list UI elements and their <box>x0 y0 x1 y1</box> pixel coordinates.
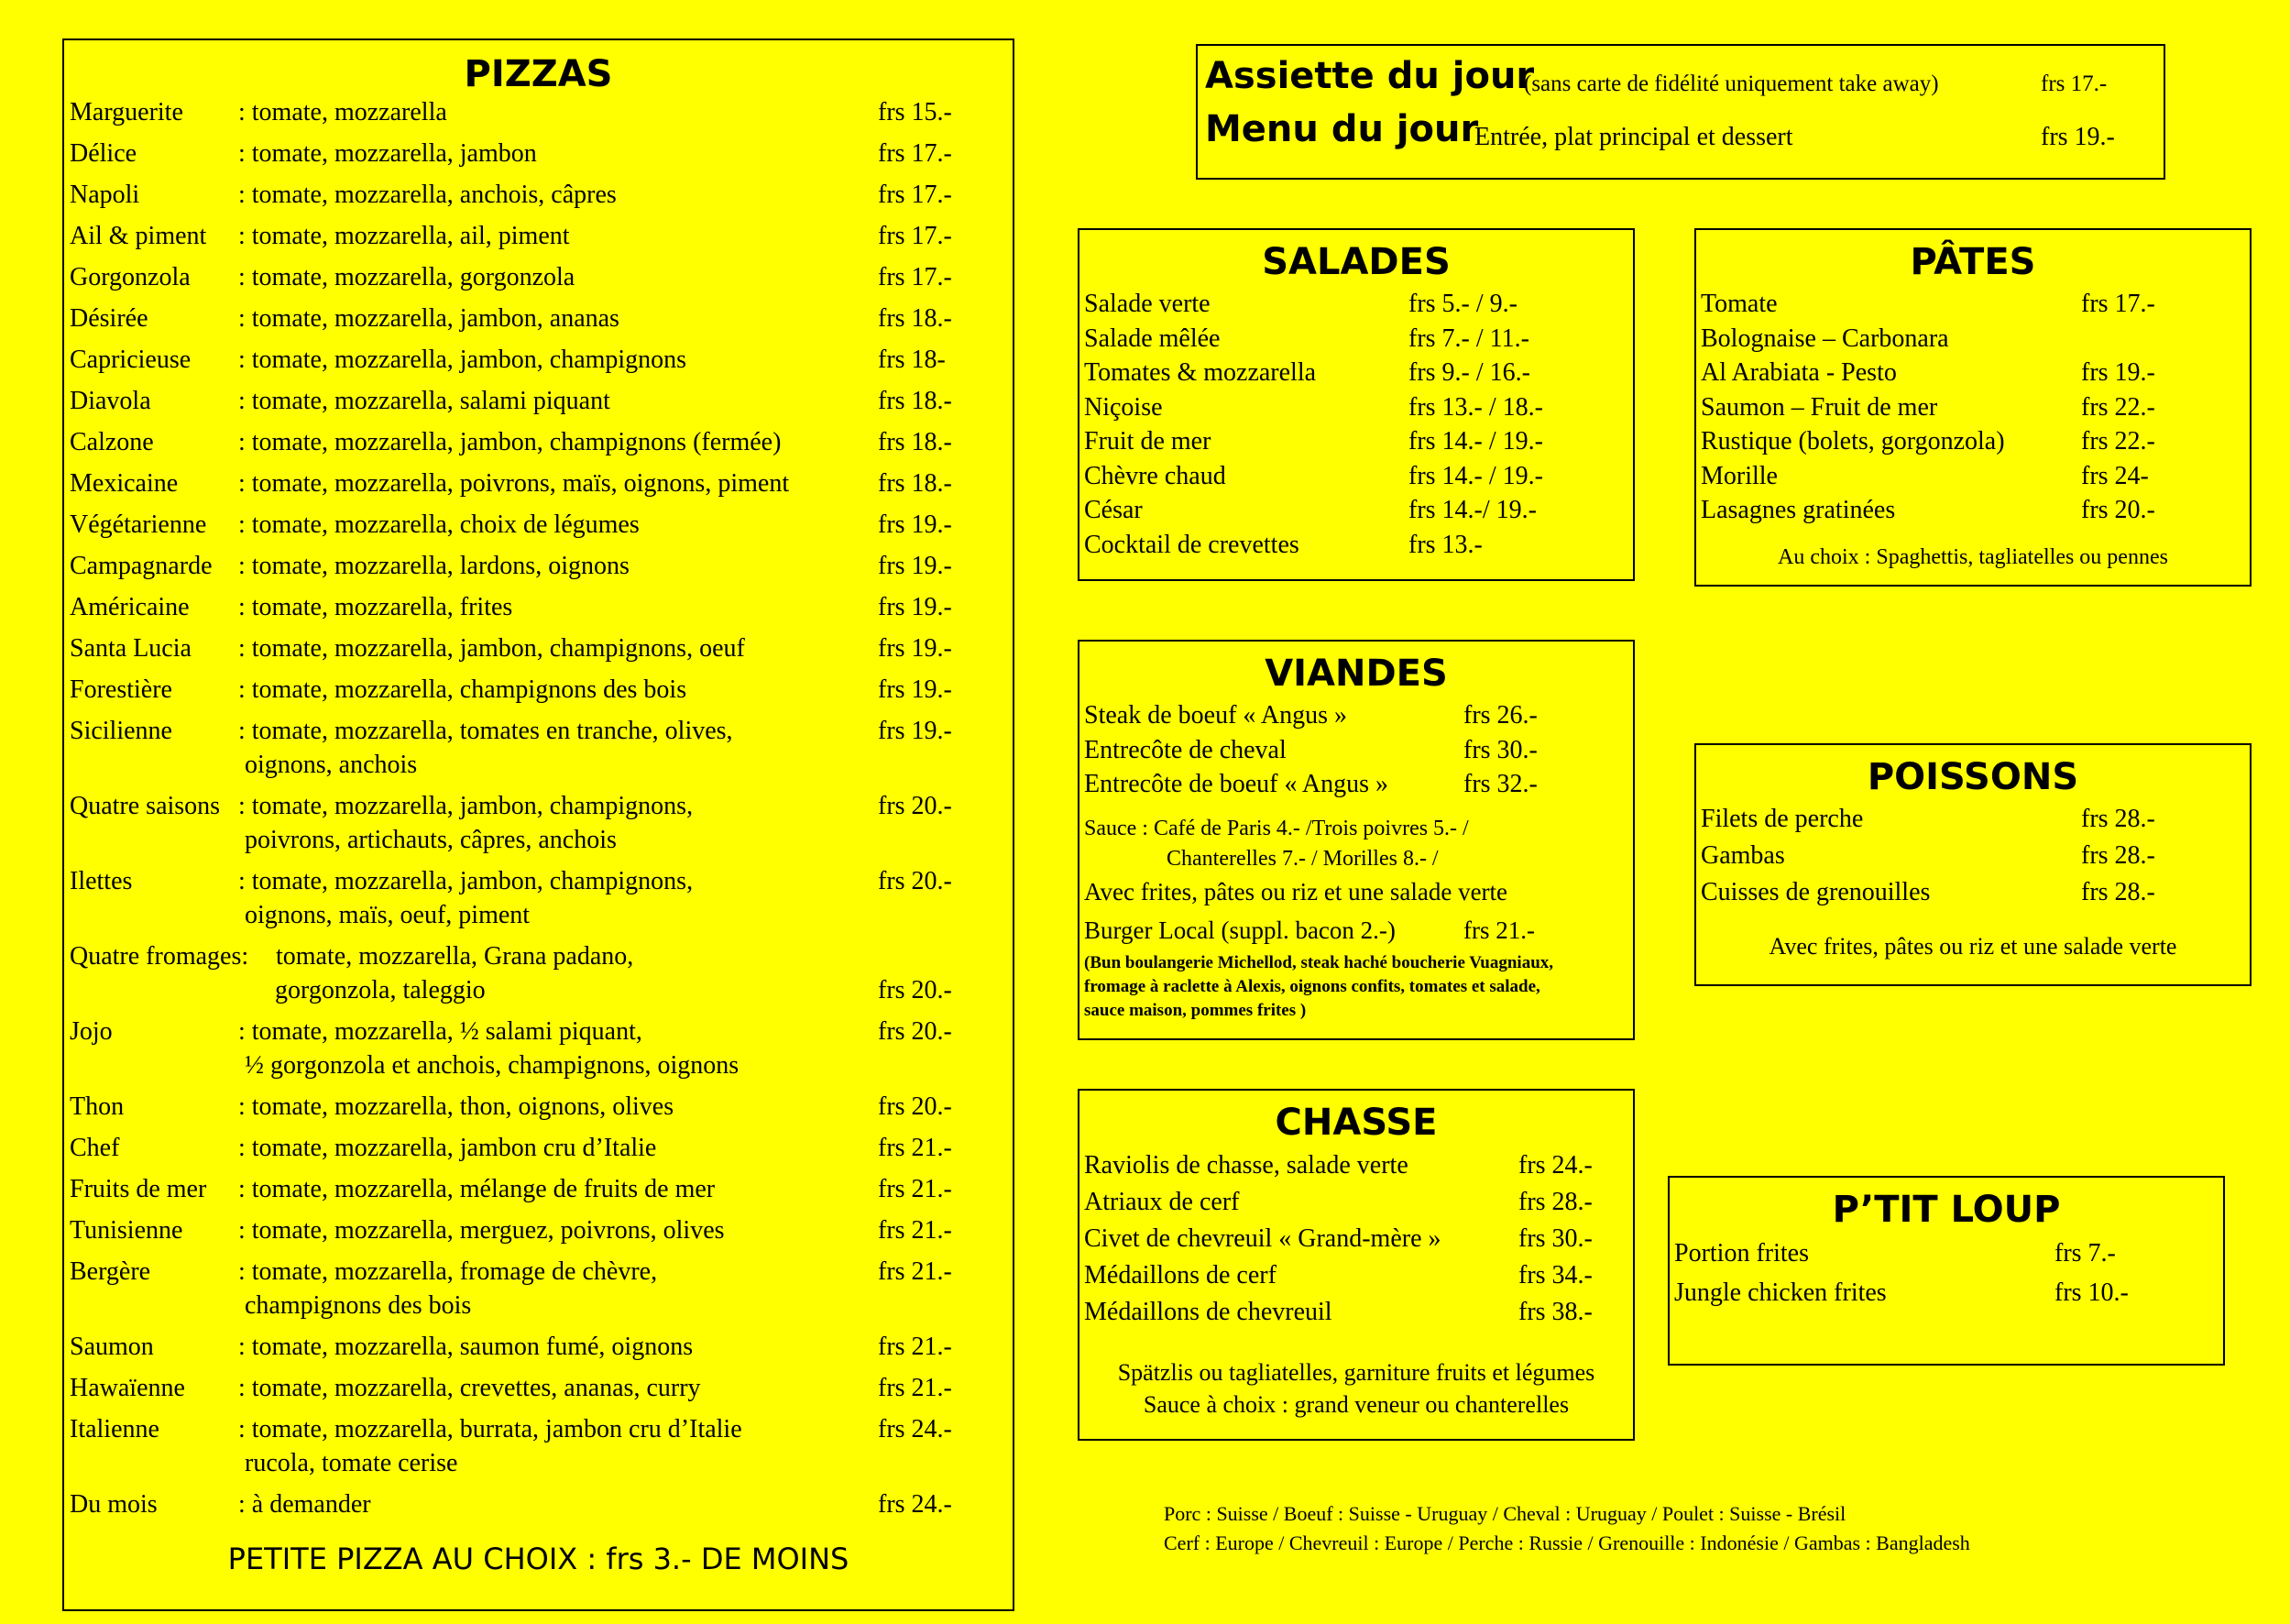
pizza-ingredients: : tomate, mozzarella, choix de légumes <box>238 510 640 539</box>
pizza-ingredients-cont: champignons des bois <box>245 1291 472 1320</box>
pizza-name: Quatre fromages: <box>70 942 249 971</box>
pizza-ingredients-cont: oignons, maïs, oeuf, piment <box>245 901 531 929</box>
pates-item-price: frs 20.- <box>2081 496 2155 524</box>
pizza-name: Fruits de mer <box>70 1175 207 1203</box>
ptit-loup-item-name: Jungle chicken frites <box>1674 1278 1887 1307</box>
pizza-name: Calzone <box>70 428 154 456</box>
assiette-du-jour-note: (sans carte de fidélité uniquement take away) <box>1524 71 1939 96</box>
pizza-name: Mexicaine <box>70 469 179 498</box>
salade-item-price: frs 13.- <box>1408 530 1483 559</box>
poissons-title: POISSONS <box>1867 756 2079 798</box>
pizza-name: Thon <box>70 1092 125 1121</box>
pizza-name: Américaine <box>70 593 190 621</box>
pizza-ingredients: : tomate, mozzarella, gorgonzola <box>238 263 575 291</box>
poisson-item-name: Gambas <box>1701 841 1785 870</box>
salade-item-price: frs 5.- / 9.- <box>1408 290 1518 318</box>
salade-item-name: Niçoise <box>1084 392 1163 422</box>
pizza-name: Quatre saisons <box>70 792 221 820</box>
pizza-name: Napoli <box>70 181 140 209</box>
viande-item-name: Steak de boeuf « Angus » <box>1084 701 1347 730</box>
assiette-du-jour-label: Assiette du jour <box>1205 55 1535 97</box>
pizza-name: Diavola <box>70 387 151 415</box>
pizza-price: frs 21.- <box>878 1257 952 1286</box>
pizza-ingredients-cont: gorgonzola, taleggio <box>275 976 486 1004</box>
salade-item-name: Cocktail de crevettes <box>1084 530 1299 559</box>
meat-origins <box>1164 1499 1970 1558</box>
pizza-name: Sicilienne <box>70 717 172 745</box>
ptit-loup-item-price: frs 7.- <box>2054 1239 2116 1267</box>
pizza-price: frs 24.- <box>878 1415 952 1443</box>
pizza-ingredients: : tomate, mozzarella, jambon, champignons <box>238 346 687 374</box>
pizza-ingredients: : tomate, mozzarella, fromage de chèvre, <box>238 1257 658 1286</box>
viande-item-name: Entrecôte de cheval <box>1084 735 1287 764</box>
pizza-price: frs 19.- <box>878 717 952 745</box>
pizza-price: frs 18.- <box>878 428 952 456</box>
ptit-loup-title: P’TIT LOUP <box>1832 1189 2061 1231</box>
chasse-item-price: frs 38.- <box>1518 1298 1593 1326</box>
pizza-price: frs 20.- <box>878 1092 952 1121</box>
pizza-ingredients: : tomate, mozzarella, anchois, câpres <box>238 181 617 209</box>
viande-item-name: Entrecôte de boeuf « Angus » <box>1084 770 1389 798</box>
pates-note: Au choix : Spaghettis, tagliatelles ou pennes <box>1778 545 2168 569</box>
pizza-ingredients: : tomate, mozzarella, jambon, champignons, <box>238 792 694 820</box>
menu-du-jour-price: frs 19.- <box>2041 123 2115 151</box>
burger-desc-line: (Bun boulangerie Michellod, steak haché boucherie Vuagniaux, <box>1084 953 1554 972</box>
chasse-item-price: frs 34.- <box>1518 1261 1593 1289</box>
salade-item-price: frs 14.- / 19.- <box>1408 427 1543 455</box>
menu-du-jour-label: Menu du jour <box>1205 108 1479 150</box>
viandes-title: VIANDES <box>1265 653 1448 695</box>
pates-item-name: Lasagnes gratinées <box>1701 496 1896 524</box>
menu-du-jour-note: Entrée, plat principal et dessert <box>1474 123 1793 151</box>
pates-item-name: Tomate <box>1701 290 1778 318</box>
pates-item-name: Saumon – Fruit de mer <box>1701 392 1938 422</box>
chasse-item-name: Atriaux de cerf <box>1084 1188 1240 1216</box>
pizza-ingredients: : tomate, mozzarella, salami piquant <box>238 387 610 415</box>
pizza-name: Capricieuse <box>70 346 192 374</box>
pizza-name: Campagnarde <box>70 552 213 580</box>
pizza-name: Italienne <box>70 1415 159 1443</box>
pates-item-name: Al Arabiata - Pesto <box>1701 358 1897 387</box>
pizza-name: Ail & piment <box>70 222 207 250</box>
salade-item-name: Salade verte <box>1084 290 1211 318</box>
pizza-price: frs 19.- <box>878 510 952 539</box>
pizza-name: Gorgonzola <box>70 263 191 291</box>
pizza-ingredients-cont: rucola, tomate cerise <box>245 1449 458 1477</box>
pizza-ingredients: : tomate, mozzarella, frites <box>238 593 513 621</box>
pizza-name: Santa Lucia <box>70 634 192 663</box>
pates-item-price: frs 22.- <box>2081 427 2155 455</box>
pizza-price: frs 17.- <box>878 181 952 209</box>
pizza-price: frs 20.- <box>878 867 952 895</box>
chasse-item-name: Médaillons de chevreuil <box>1084 1298 1332 1326</box>
pizza-price: frs 17.- <box>878 139 952 168</box>
pizza-price: frs 21.- <box>878 1175 952 1203</box>
pizza-price: frs 20.- <box>878 976 952 1004</box>
pizza-ingredients: : tomate, mozzarella, lardons, oignons <box>238 552 630 580</box>
pizza-ingredients-cont: oignons, anchois <box>245 751 418 779</box>
sauce-options-1: Sauce : Café de Paris 4.- /Trois poivres 5.- / <box>1084 817 1469 840</box>
pizza-price: frs 20.- <box>878 792 952 820</box>
pizza-name: Saumon <box>70 1333 154 1361</box>
salades-section <box>1078 228 1635 581</box>
pizza-name: Jojo <box>70 1017 113 1046</box>
pizza-price: frs 18.- <box>878 469 952 498</box>
pates-item-price: frs 19.- <box>2081 358 2155 387</box>
chasse-section <box>1078 1089 1635 1441</box>
pizza-price: frs 19.- <box>878 552 952 580</box>
salade-item-name: Fruit de mer <box>1084 427 1211 455</box>
pizza-name: Délice <box>70 139 137 168</box>
chasse-note-1: Spätzlis ou tagliatelles, garniture fruits et légumes <box>1117 1359 1595 1386</box>
pizzas-title: PIZZAS <box>464 53 613 95</box>
viandes-accompagnement: Avec frites, pâtes ou riz et une salade verte <box>1084 878 1508 905</box>
pizza-price: frs 19.- <box>878 675 952 704</box>
pizza-name: Hawaïenne <box>70 1374 185 1402</box>
pates-item-name: Bolognaise – Carbonara <box>1701 324 1949 353</box>
pizza-ingredients: : tomate, mozzarella, champignons des bois <box>238 675 687 704</box>
chasse-item-name: Civet de chevreuil « Grand-mère » <box>1084 1224 1441 1253</box>
pizza-ingredients: : tomate, mozzarella, merguez, poivrons, olives <box>238 1216 725 1245</box>
origins-line: Cerf : Europe / Chevreuil : Europe / Perche : Russie / Grenouille : Indonésie / Gambas : Bangladesh <box>1164 1531 1970 1554</box>
pizza-ingredients: : tomate, mozzarella, saumon fumé, oignons <box>238 1333 694 1361</box>
pizza-price: frs 21.- <box>878 1216 952 1245</box>
poissons-section <box>1694 743 2252 986</box>
burger-desc-line: fromage à raclette à Alexis, oignons confits, tomates et salade, <box>1084 977 1540 996</box>
salade-item-price: frs 9.- / 16.- <box>1408 358 1530 387</box>
pizza-price: frs 18.- <box>878 387 952 415</box>
burger-price: frs 21.- <box>1463 916 1535 944</box>
pizza-ingredients: : tomate, mozzarella, crevettes, ananas, curry <box>238 1374 701 1402</box>
pizza-ingredients: : tomate, mozzarella, jambon, champignons, oeuf <box>238 634 745 663</box>
pizza-ingredients: : tomate, mozzarella, ½ salami piquant, <box>238 1017 642 1046</box>
pizza-price: frs 18.- <box>878 304 952 333</box>
viandes-section <box>1078 640 1635 1040</box>
pizza-name: Tunisienne <box>70 1216 183 1245</box>
sauce-options-2: Chanterelles 7.- / Morilles 8.- / <box>1167 847 1439 871</box>
assiette-du-jour-price: frs 17.- <box>2041 71 2108 96</box>
pizza-price: frs 21.- <box>878 1134 952 1162</box>
poisson-item-name: Cuisses de grenouilles <box>1701 878 1931 906</box>
chasse-item-price: frs 28.- <box>1518 1188 1593 1216</box>
chasse-item-price: frs 24.- <box>1518 1151 1593 1180</box>
burger-description <box>1084 951 1553 1023</box>
pates-item-name: Rustique (bolets, gorgonzola) <box>1701 427 2005 455</box>
viande-item-price: frs 26.- <box>1463 701 1538 730</box>
pates-title: PÂTES <box>1910 241 2036 283</box>
poisson-item-name: Filets de perche <box>1701 805 1864 833</box>
pizza-ingredients-cont: ½ gorgonzola et anchois, champignons, oignons <box>245 1051 740 1080</box>
pizza-name: Marguerite <box>70 98 183 126</box>
pizzas-section <box>62 38 1014 1611</box>
pizza-price: frs 17.- <box>878 263 952 291</box>
pizza-name: Chef <box>70 1134 120 1162</box>
pizza-ingredients: : tomate, mozzarella, burrata, jambon cru d’Italie <box>238 1415 742 1443</box>
salade-item-name: César <box>1084 496 1143 524</box>
pizza-price: frs 19.- <box>878 593 952 621</box>
pizza-ingredients: : à demander <box>238 1490 371 1519</box>
pizza-price: frs 20.- <box>878 1017 952 1046</box>
salade-item-price: frs 14.-/ 19.- <box>1408 496 1537 524</box>
pizza-name: Bergère <box>70 1257 151 1286</box>
pates-section <box>1694 228 2252 587</box>
pizza-name: Ilettes <box>70 867 133 895</box>
poisson-item-price: frs 28.- <box>2081 805 2155 833</box>
chasse-note-2: Sauce à choix : grand veneur ou chanterelles <box>1143 1391 1570 1418</box>
pizza-ingredients: : tomate, mozzarella, tomates en tranche, olives, <box>238 717 733 745</box>
poisson-item-price: frs 28.- <box>2081 878 2155 906</box>
pizza-ingredients: : tomate, mozzarella <box>238 98 447 126</box>
pizza-price: frs 19.- <box>878 634 952 663</box>
pizza-name: Végétarienne <box>70 510 207 539</box>
plat-du-jour-section <box>1196 44 2165 180</box>
petite-pizza-note: PETITE PIZZA AU CHOIX : frs 3.- DE MOINS <box>227 1542 849 1576</box>
ptit-loup-item-price: frs 10.- <box>2054 1278 2129 1307</box>
pizza-name: Désirée <box>70 304 148 333</box>
chasse-title: CHASSE <box>1275 1102 1438 1144</box>
origins-line: Porc : Suisse / Boeuf : Suisse - Uruguay / Cheval : Uruguay / Poulet : Suisse - Brésil <box>1164 1502 1846 1525</box>
pates-item-price: frs 24- <box>2081 461 2149 490</box>
viande-item-price: frs 30.- <box>1463 735 1538 764</box>
burger-desc-line: sauce maison, pommes frites ) <box>1084 1001 1307 1020</box>
salade-item-name: Tomates & mozzarella <box>1084 358 1317 387</box>
pizza-ingredients: : tomate, mozzarella, jambon, champignons, <box>238 867 694 895</box>
chasse-item-name: Raviolis de chasse, salade verte <box>1084 1151 1408 1180</box>
salade-item-price: frs 13.- / 18.- <box>1408 392 1543 422</box>
pizza-ingredients: : tomate, mozzarella, ail, piment <box>238 222 570 250</box>
poissons-note: Avec frites, pâtes ou riz et une salade verte <box>1769 933 2177 960</box>
pizza-price: frs 21.- <box>878 1374 952 1402</box>
pizza-price: frs 15.- <box>878 98 952 126</box>
pizza-price: frs 17.- <box>878 222 952 250</box>
pizza-ingredients: : tomate, mozzarella, jambon <box>238 139 537 168</box>
salade-item-name: Chèvre chaud <box>1084 461 1226 490</box>
pizza-price: frs 21.- <box>878 1333 952 1361</box>
burger-name: Burger Local (suppl. bacon 2.-) <box>1084 916 1396 944</box>
chasse-item-price: frs 30.- <box>1518 1224 1593 1253</box>
pizza-price: frs 24.- <box>878 1490 952 1519</box>
pizza-ingredients: : tomate, mozzarella, poivrons, maïs, oignons, piment <box>238 469 790 498</box>
pates-item-name: Morille <box>1701 461 1778 490</box>
pates-item-price: frs 17.- <box>2081 290 2155 318</box>
salade-item-price: frs 7.- / 11.- <box>1408 324 1529 353</box>
pizza-ingredients-cont: poivrons, artichauts, câpres, anchois <box>245 826 617 854</box>
pizza-price: frs 18- <box>878 346 946 374</box>
pizza-ingredients: : tomate, mozzarella, jambon cru d’Italie <box>238 1134 657 1162</box>
pizza-ingredients: : tomate, mozzarella, mélange de fruits de mer <box>238 1175 716 1203</box>
pizza-ingredients: : tomate, mozzarella, thon, oignons, olives <box>238 1092 674 1121</box>
pizza-ingredients: : tomate, mozzarella, jambon, ananas <box>238 304 619 333</box>
pates-item-price: frs 22.- <box>2081 392 2155 422</box>
pizza-name: Forestière <box>70 675 172 704</box>
ptit-loup-section <box>1668 1176 2225 1366</box>
chasse-item-name: Médaillons de cerf <box>1084 1261 1276 1289</box>
poisson-item-price: frs 28.- <box>2081 841 2155 870</box>
pizza-name: Du mois <box>70 1490 158 1519</box>
ptit-loup-item-name: Portion frites <box>1674 1239 1809 1267</box>
salades-title: SALADES <box>1262 241 1451 283</box>
pizza-ingredients: tomate, mozzarella, Grana padano, <box>276 942 634 971</box>
viande-item-price: frs 32.- <box>1463 770 1538 798</box>
pizza-ingredients: : tomate, mozzarella, jambon, champignons (fermée) <box>238 428 782 456</box>
salade-item-price: frs 14.- / 19.- <box>1408 461 1543 490</box>
salade-item-name: Salade mêlée <box>1084 324 1221 353</box>
